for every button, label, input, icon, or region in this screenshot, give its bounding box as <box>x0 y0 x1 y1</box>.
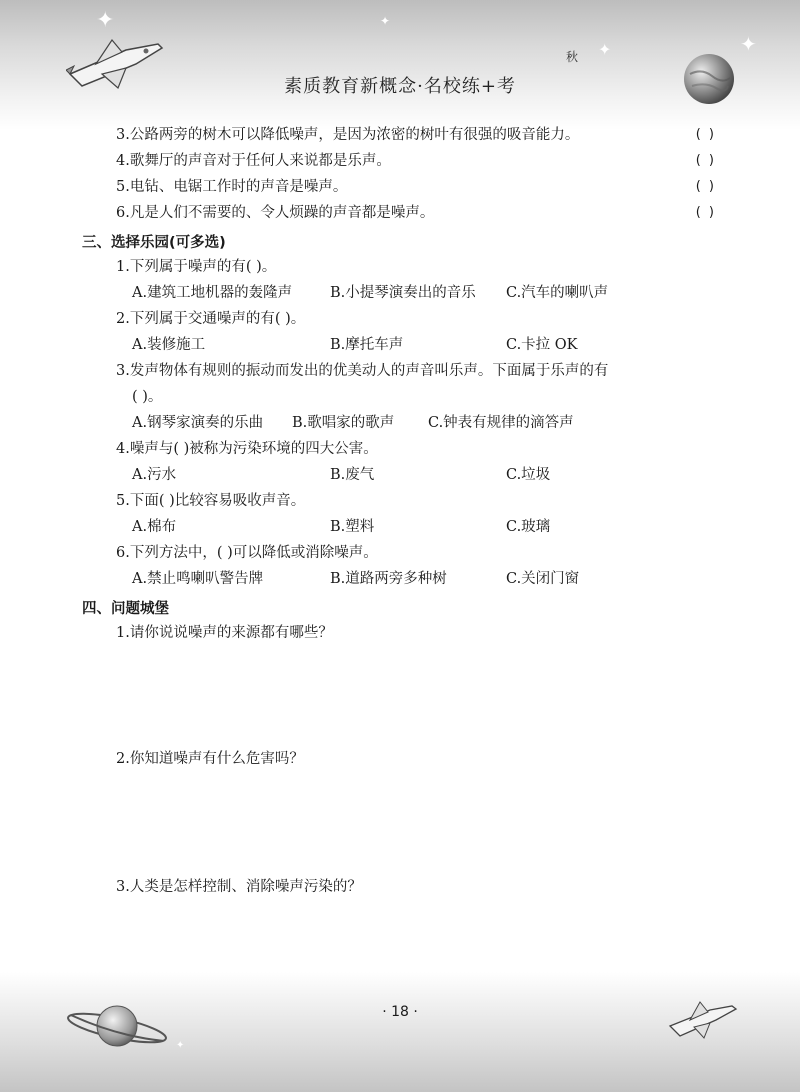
question-text: 4.噪声与( )被称为污染环境的四大公害。 <box>116 441 378 457</box>
open-question: 1.请你说说噪声的来源都有哪些？ <box>116 625 333 641</box>
option-b: B.道路两旁多种树 <box>330 571 447 587</box>
option-c: C.关闭门窗 <box>506 571 580 587</box>
star-icon: ✦ <box>380 14 391 28</box>
season-label: 秋 <box>566 50 579 64</box>
option-a: A.装修施工 <box>132 337 206 353</box>
page-header-title: 素质教育新概念·名校练+考 <box>284 76 516 97</box>
option-c: C.垃圾 <box>506 467 551 483</box>
option-c: C.汽车的喇叭声 <box>506 285 609 301</box>
question-text-continued: ( )。 <box>132 389 163 405</box>
judge-item-text: 4.歌舞厅的声音对于任何人来说都是乐声。 <box>116 153 391 169</box>
judge-item <box>116 177 716 197</box>
star-icon: ✦ <box>96 8 115 33</box>
judge-item-text: 3.公路两旁的树木可以降低噪声，是因为浓密的树叶有很强的吸音能力。 <box>116 127 580 143</box>
answer-blank: ( ) <box>695 179 716 194</box>
star-icon: ✦ <box>176 1040 185 1051</box>
question-text: 1.下列属于噪声的有( )。 <box>116 259 277 275</box>
open-question: 2.你知道噪声有什么危害吗？ <box>116 751 304 767</box>
judge-item-text: 6.凡是人们不需要的、令人烦躁的声音都是噪声。 <box>116 205 435 221</box>
answer-blank: ( ) <box>695 205 716 220</box>
option-b: B.小提琴演奏出的音乐 <box>330 285 476 301</box>
answer-blank: ( ) <box>695 153 716 168</box>
option-b: B.废气 <box>330 467 375 483</box>
judge-item <box>116 151 716 171</box>
answer-blank: ( ) <box>695 127 716 142</box>
star-icon: ✦ <box>598 40 612 59</box>
section-heading-choice: 三、选择乐园(可多选) <box>82 235 226 251</box>
option-a: A.棉布 <box>132 519 177 535</box>
option-b: B.摩托车声 <box>330 337 404 353</box>
judge-item <box>116 125 716 145</box>
star-icon: ✦ <box>740 32 757 56</box>
option-c: C.玻璃 <box>506 519 551 535</box>
option-c: C.卡拉 OK <box>506 337 578 353</box>
judge-item <box>116 203 716 223</box>
option-b: B.塑料 <box>330 519 375 535</box>
option-a: A.建筑工地机器的轰隆声 <box>132 285 293 301</box>
question-text: 6.下列方法中，( )可以降低或消除噪声。 <box>116 545 378 561</box>
question-text: 2.下列属于交通噪声的有( )。 <box>116 311 306 327</box>
option-a: A.污水 <box>132 467 177 483</box>
option-a: A.钢琴家演奏的乐曲 <box>132 415 264 431</box>
open-question: 3.人类是怎样控制、消除噪声污染的？ <box>116 879 362 895</box>
question-text: 5.下面( )比较容易吸收声音。 <box>116 493 306 509</box>
option-c: C.钟表有规律的滴答声 <box>428 415 574 431</box>
judge-item-text: 5.电钻、电锯工作时的声音是噪声。 <box>116 179 348 195</box>
section-heading-questions: 四、问题城堡 <box>82 601 169 617</box>
option-b: B.歌唱家的歌声 <box>292 415 395 431</box>
question-text: 3.发声物体有规则的振动而发出的优美动人的声音叫乐声。下面属于乐声的有 <box>116 363 609 379</box>
option-a: A.禁止鸣喇叭警告牌 <box>132 571 264 587</box>
page-number: · 18 · <box>382 1004 418 1020</box>
